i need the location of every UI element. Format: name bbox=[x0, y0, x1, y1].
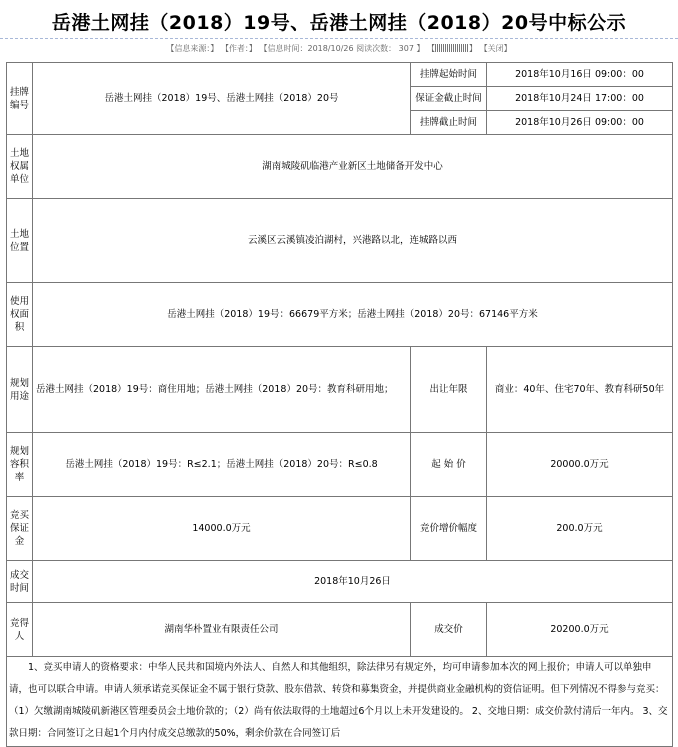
info-time: 【信息时间：2018/10/26 阅读次数： 307 】 bbox=[259, 44, 425, 53]
bid-result-table bbox=[6, 62, 673, 747]
listing-no-label: 挂牌编号 bbox=[7, 63, 33, 135]
deposit-deadline-value: 2018年10月24日 17:00：00 bbox=[487, 87, 673, 111]
print-icon[interactable]: 【 】 bbox=[427, 44, 478, 53]
owner-label: 土地权属单位 bbox=[7, 135, 33, 199]
listing-end-value: 2018年10月26日 09:00：00 bbox=[487, 111, 673, 135]
deposit-deadline-label: 保证金截止时间 bbox=[411, 87, 487, 111]
term-label: 出让年限 bbox=[411, 347, 487, 433]
deal-time-label: 成交时间 bbox=[7, 561, 33, 603]
far-label: 规划容积率 bbox=[7, 433, 33, 497]
close-link[interactable]: 【关闭】 bbox=[479, 44, 512, 53]
listing-start-value: 2018年10月16日 09:00：00 bbox=[487, 63, 673, 87]
owner-value: 湖南城陵矶临港产业新区土地储备开发中心 bbox=[33, 135, 673, 199]
listing-start-label: 挂牌起始时间 bbox=[411, 63, 487, 87]
deal-price-value: 20200.0万元 bbox=[487, 603, 673, 657]
area-value: 岳港土网挂（2018）19号：66679平方米；岳港土网挂（2018）20号：67146平方米 bbox=[33, 283, 673, 347]
page-title: 岳港土网挂（2018）19号、岳港土网挂（2018）20号中标公示 bbox=[51, 12, 627, 34]
increment-value: 200.0万元 bbox=[487, 497, 673, 561]
bid-deposit-value: 14000.0万元 bbox=[33, 497, 411, 561]
term-value: 商业：40年、住宅70年、教育科研50年 bbox=[487, 347, 673, 433]
listing-no-value: 岳港土网挂（2018）19号、岳港土网挂（2018）20号 bbox=[33, 63, 411, 135]
location-value: 云溪区云溪镇凌泊湖村，兴港路以北，连城路以西 bbox=[33, 199, 673, 283]
start-price-label: 起 始 价 bbox=[411, 433, 487, 497]
title-divider bbox=[0, 38, 678, 39]
far-value: 岳港土网挂（2018）19号：R≤2.1；岳港土网挂（2018）20号：R≤0.8 bbox=[33, 433, 411, 497]
use-label: 规划用途 bbox=[7, 347, 33, 433]
increment-label: 竞价增价幅度 bbox=[411, 497, 487, 561]
deal-time-value: 2018年10月26日 bbox=[33, 561, 673, 603]
info-author: 【作者：】 bbox=[220, 44, 257, 53]
notes-text: 1、竞买申请人的资格要求：中华人民共和国境内外法人、自然人和其他组织，除法律另有规定外，均可申请参加本次的网上报价；申请人可以单独申请，也可以联合申请。申请人须承诺竞买保证金不属于银行贷款、股东借款、转贷和募集资金，并提供商业金融机构的资信证明。但下列情况不得参与竞买：（1）欠缴湖南城陵矶新港区管理委员会土地价款的；（2）尚有依法取得的土地超过6个月以上未开发建设的。 2、交地日期：成交价款付清后一年内。 3、交款日期：合同签订之日起1个月内付成交总缴款的50%，剩余价款在合同签订后 bbox=[7, 657, 673, 747]
winner-value: 湖南华朴置业有限责任公司 bbox=[33, 603, 411, 657]
deal-price-label: 成交价 bbox=[411, 603, 487, 657]
bid-deposit-label: 竞买保证金 bbox=[7, 497, 33, 561]
winner-label: 竞得人 bbox=[7, 603, 33, 657]
info-bar bbox=[0, 43, 678, 54]
use-value: 岳港土网挂（2018）19号：商住用地；岳港土网挂（2018）20号：教育科研用地； bbox=[33, 347, 411, 433]
info-source: 【信息来源：】 bbox=[166, 44, 219, 53]
start-price-value: 20000.0万元 bbox=[487, 433, 673, 497]
listing-end-label: 挂牌截止时间 bbox=[411, 111, 487, 135]
area-label: 使用权面积 bbox=[7, 283, 33, 347]
location-label: 土地位置 bbox=[7, 199, 33, 283]
